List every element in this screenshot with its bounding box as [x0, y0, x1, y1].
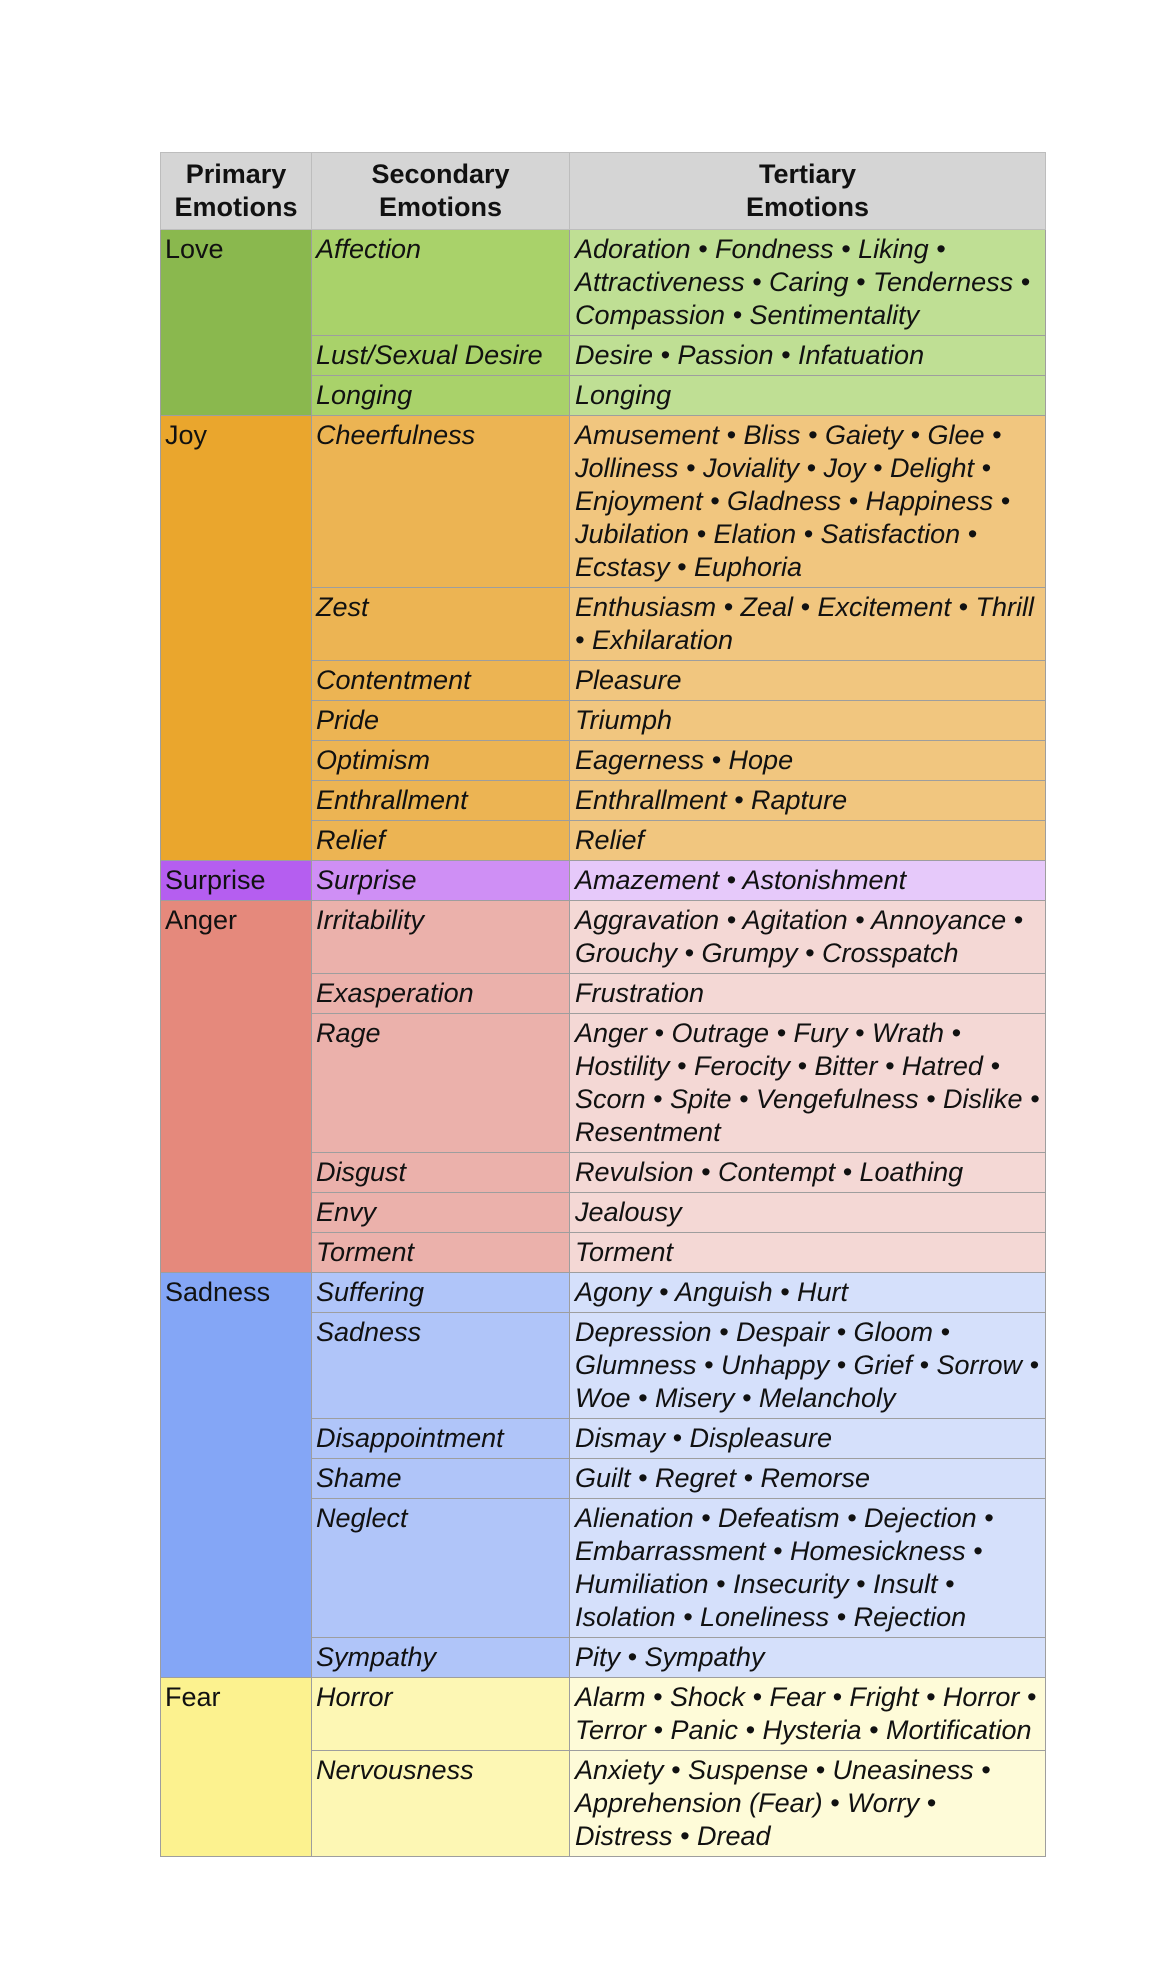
secondary-emotion-cell: Exasperation	[312, 974, 570, 1014]
secondary-emotion-cell: Nervousness	[312, 1751, 570, 1857]
header-primary-line1: Primary	[185, 159, 287, 189]
secondary-emotion-cell: Lust/Sexual Desire	[312, 336, 570, 376]
header-tertiary-line2: Emotions	[745, 192, 869, 222]
secondary-emotion-cell: Longing	[312, 376, 570, 416]
tertiary-emotions-cell: Dismay • Displeasure	[570, 1419, 1046, 1459]
header-primary-line2: Emotions	[174, 192, 298, 222]
table-row	[161, 1678, 1046, 1751]
tertiary-emotions-cell: Alienation • Defeatism • Dejection • Embarrassment • Homesickness • Humiliation • Insecurity • Insult • Isolation • Loneliness • Rejection	[570, 1499, 1046, 1638]
tertiary-emotions-cell: Torment	[570, 1233, 1046, 1273]
secondary-emotion-cell: Envy	[312, 1193, 570, 1233]
primary-emotion-cell: Love	[161, 230, 312, 416]
primary-emotion-cell: Joy	[161, 416, 312, 861]
header-secondary	[312, 153, 570, 230]
table-row	[161, 1273, 1046, 1313]
header-tertiary	[570, 153, 1046, 230]
secondary-emotion-cell: Neglect	[312, 1499, 570, 1638]
secondary-emotion-cell: Disappointment	[312, 1419, 570, 1459]
tertiary-emotions-cell: Pity • Sympathy	[570, 1638, 1046, 1678]
table-row	[161, 861, 1046, 901]
tertiary-emotions-cell: Anger • Outrage • Fury • Wrath • Hostility • Ferocity • Bitter • Hatred • Scorn • Spite • Vengefulness • Dislike • Resentment	[570, 1014, 1046, 1153]
primary-emotion-cell: Sadness	[161, 1273, 312, 1678]
tertiary-emotions-cell: Guilt • Regret • Remorse	[570, 1459, 1046, 1499]
secondary-emotion-cell: Surprise	[312, 861, 570, 901]
tertiary-emotions-cell: Amusement • Bliss • Gaiety • Glee • Jolliness • Joviality • Joy • Delight • Enjoyment • Gladness • Happiness • Jubilation • Elation • Satisfaction • Ecstasy • Euphoria	[570, 416, 1046, 588]
secondary-emotion-cell: Disgust	[312, 1153, 570, 1193]
tertiary-emotions-cell: Enthrallment • Rapture	[570, 781, 1046, 821]
header-tertiary-line1: Tertiary	[758, 159, 857, 189]
secondary-emotion-cell: Pride	[312, 701, 570, 741]
secondary-emotion-cell: Zest	[312, 588, 570, 661]
secondary-emotion-cell: Suffering	[312, 1273, 570, 1313]
tertiary-emotions-cell: Revulsion • Contempt • Loathing	[570, 1153, 1046, 1193]
secondary-emotion-cell: Sympathy	[312, 1638, 570, 1678]
tertiary-emotions-cell: Relief	[570, 821, 1046, 861]
tertiary-emotions-cell: Frustration	[570, 974, 1046, 1014]
tertiary-emotions-cell: Triumph	[570, 701, 1046, 741]
tertiary-emotions-cell: Depression • Despair • Gloom • Glumness • Unhappy • Grief • Sorrow • Woe • Misery • Melancholy	[570, 1313, 1046, 1419]
secondary-emotion-cell: Horror	[312, 1678, 570, 1751]
tertiary-emotions-cell: Eagerness • Hope	[570, 741, 1046, 781]
secondary-emotion-cell: Relief	[312, 821, 570, 861]
tertiary-emotions-cell: Agony • Anguish • Hurt	[570, 1273, 1046, 1313]
secondary-emotion-cell: Sadness	[312, 1313, 570, 1419]
tertiary-emotions-cell: Jealousy	[570, 1193, 1046, 1233]
tertiary-emotions-cell: Longing	[570, 376, 1046, 416]
header-secondary-line1: Secondary	[371, 159, 510, 189]
table-row	[161, 901, 1046, 974]
secondary-emotion-cell: Shame	[312, 1459, 570, 1499]
secondary-emotion-cell: Contentment	[312, 661, 570, 701]
header-primary	[161, 153, 312, 230]
secondary-emotion-cell: Irritability	[312, 901, 570, 974]
table-row	[161, 230, 1046, 336]
secondary-emotion-cell: Enthrallment	[312, 781, 570, 821]
header-secondary-line2: Emotions	[378, 192, 502, 222]
tertiary-emotions-cell: Desire • Passion • Infatuation	[570, 336, 1046, 376]
tertiary-emotions-cell: Pleasure	[570, 661, 1046, 701]
secondary-emotion-cell: Affection	[312, 230, 570, 336]
table-body	[161, 230, 1046, 1857]
tertiary-emotions-cell: Alarm • Shock • Fear • Fright • Horror • Terror • Panic • Hysteria • Mortification	[570, 1678, 1046, 1751]
secondary-emotion-cell: Cheerfulness	[312, 416, 570, 588]
primary-emotion-cell: Anger	[161, 901, 312, 1273]
tertiary-emotions-cell: Enthusiasm • Zeal • Excitement • Thrill • Exhilaration	[570, 588, 1046, 661]
emotions-table	[160, 152, 1046, 1857]
tertiary-emotions-cell: Aggravation • Agitation • Annoyance • Grouchy • Grumpy • Crosspatch	[570, 901, 1046, 974]
table-header	[161, 153, 1046, 230]
primary-emotion-cell: Surprise	[161, 861, 312, 901]
tertiary-emotions-cell: Amazement • Astonishment	[570, 861, 1046, 901]
secondary-emotion-cell: Optimism	[312, 741, 570, 781]
primary-emotion-cell: Fear	[161, 1678, 312, 1857]
tertiary-emotions-cell: Anxiety • Suspense • Uneasiness • Apprehension (Fear) • Worry • Distress • Dread	[570, 1751, 1046, 1857]
header-row	[161, 153, 1046, 230]
tertiary-emotions-cell: Adoration • Fondness • Liking • Attractiveness • Caring • Tenderness • Compassion • Sentimentality	[570, 230, 1046, 336]
secondary-emotion-cell: Rage	[312, 1014, 570, 1153]
secondary-emotion-cell: Torment	[312, 1233, 570, 1273]
table-row	[161, 416, 1046, 588]
